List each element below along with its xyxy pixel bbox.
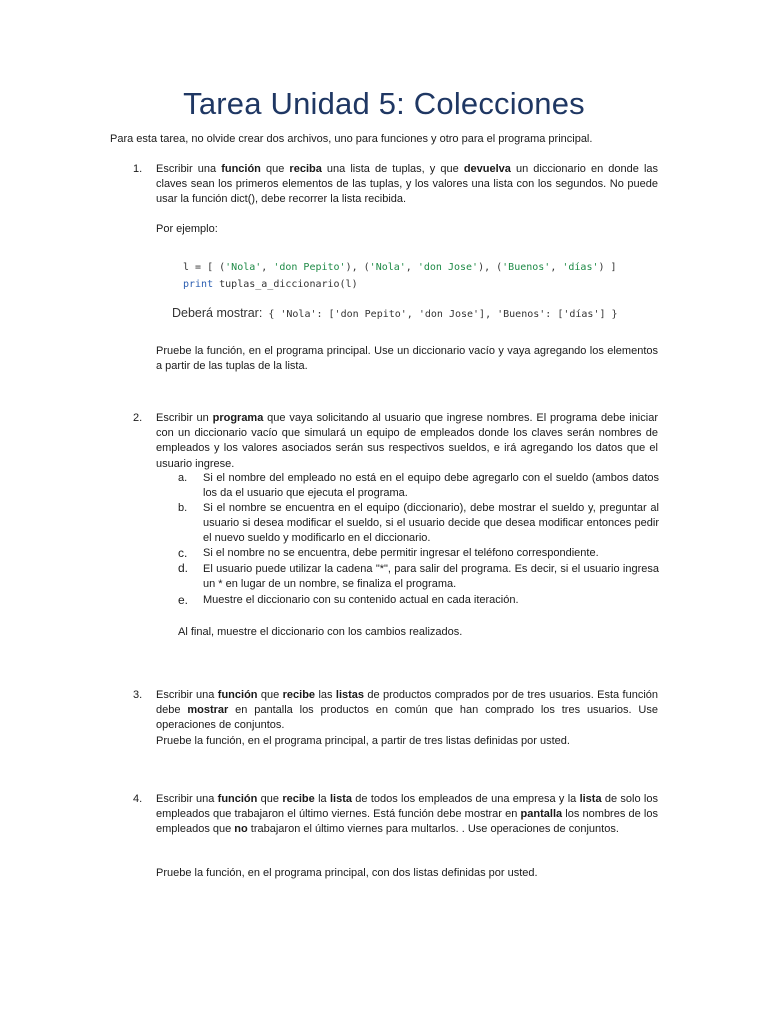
item-4-number: 4. bbox=[133, 793, 143, 805]
sub-item-a-text: Si el nombre del empleado no está en el equipo debe agregarlo con el sueldo (ambos datos los da el usuario que ejecuta el programa. bbox=[203, 472, 659, 500]
expected-output bbox=[172, 306, 618, 322]
sub-item-b-label: b. bbox=[178, 502, 188, 514]
expected-output-label: Deberá mostrar: bbox=[172, 306, 263, 320]
example-label: Por ejemplo: bbox=[156, 223, 218, 235]
sub-item-c-label: c. bbox=[178, 546, 188, 560]
item-2-final-note: Al final, muestre el diccionario con los cambios realizados. bbox=[178, 626, 463, 638]
item-3-description: Escribir una función que recibe las listas de productos comprados por de tres usuarios. Esta función debe mostrar en pantalla los productos en común que han comprado los tres usuarios. Use operaciones de conjuntos. bbox=[156, 689, 658, 732]
sub-item-c-text: Si el nombre no se encuentra, debe permitir ingresar el teléfono correspondiente. bbox=[203, 547, 599, 559]
item-1-description: Escribir una función que reciba una lista de tuplas, y que devuelva un diccionario en donde las claves sean los primeros elementos de las tuplas, y los valores una lista con los segundos. No puede usar la función dict(), debe recorrer la lista recibida. bbox=[156, 163, 659, 206]
item-1-number: 1. bbox=[133, 163, 143, 175]
sub-item-b-text: Si el nombre se encuentra en el equipo (diccionario), debe mostrar el sueldo y, preguntar al usuario si desea modificar el sueldo, si el usuario decide que desea modificar entonces pedir el nuevo sueldo y modificarlo en el diccionario. bbox=[203, 502, 659, 545]
item-2-number: 2. bbox=[133, 412, 143, 424]
sub-item-e-label: e. bbox=[178, 593, 189, 607]
code-line-2: print tuplas_a_diccionario(l) bbox=[183, 279, 358, 290]
item-1-test-note: Pruebe la función, en el programa principal. Use un diccionario vacío y vaya agregando los elementos a partir de las tuplas de la lista. bbox=[156, 345, 658, 373]
intro-paragraph: Para esta tarea, no olvide crear dos archivos, uno para funciones y otro para el programa principal. bbox=[110, 133, 593, 145]
sub-item-d-label: d. bbox=[178, 561, 189, 575]
expected-output-value: { 'Nola': ['don Pepito', 'don Jose'], 'Buenos': ['días'] } bbox=[262, 309, 618, 320]
item-4-description: Escribir una función que recibe la lista de todos los empleados de una empresa y la lista de solo los empleados que trabajaron el último viernes. Está función debe mostrar en pantalla los nombres de los empleados que no trabajaron el último viernes para multarlos. . Use operaciones de conjuntos. bbox=[156, 793, 658, 836]
sub-item-d-text: El usuario puede utilizar la cadena "*", para salir del programa. Es decir, si el usuario ingresa un * en lugar de un nombre, se finaliza el programa. bbox=[203, 563, 659, 591]
item-3-test-note: Pruebe la función, en el programa principal, a partir de tres listas definidas por usted. bbox=[156, 735, 570, 747]
item-3-number: 3. bbox=[133, 689, 143, 701]
sub-item-e-text: Muestre el diccionario con su contenido actual en cada iteración. bbox=[203, 594, 519, 606]
item-4-test-note: Pruebe la función, en el programa principal, con dos listas definidas por usted. bbox=[156, 867, 538, 879]
item-2-description: Escribir un programa que vaya solicitando al usuario que ingrese nombres. El programa debe iniciar con un diccionario vacío que simulará un equipo de empleados donde los claves serán nombres de empleados y los valores asociados serán sus respectivos sueldos, e irá agregando los datos que el usuario ingrese. bbox=[156, 412, 658, 470]
code-line-1: l = [ ('Nola', 'don Pepito'), ('Nola', 'don Jose'), ('Buenos', 'días') ] bbox=[183, 262, 617, 273]
sub-item-a-label: a. bbox=[178, 472, 188, 484]
page-title: Tarea Unidad 5: Colecciones bbox=[183, 86, 585, 121]
